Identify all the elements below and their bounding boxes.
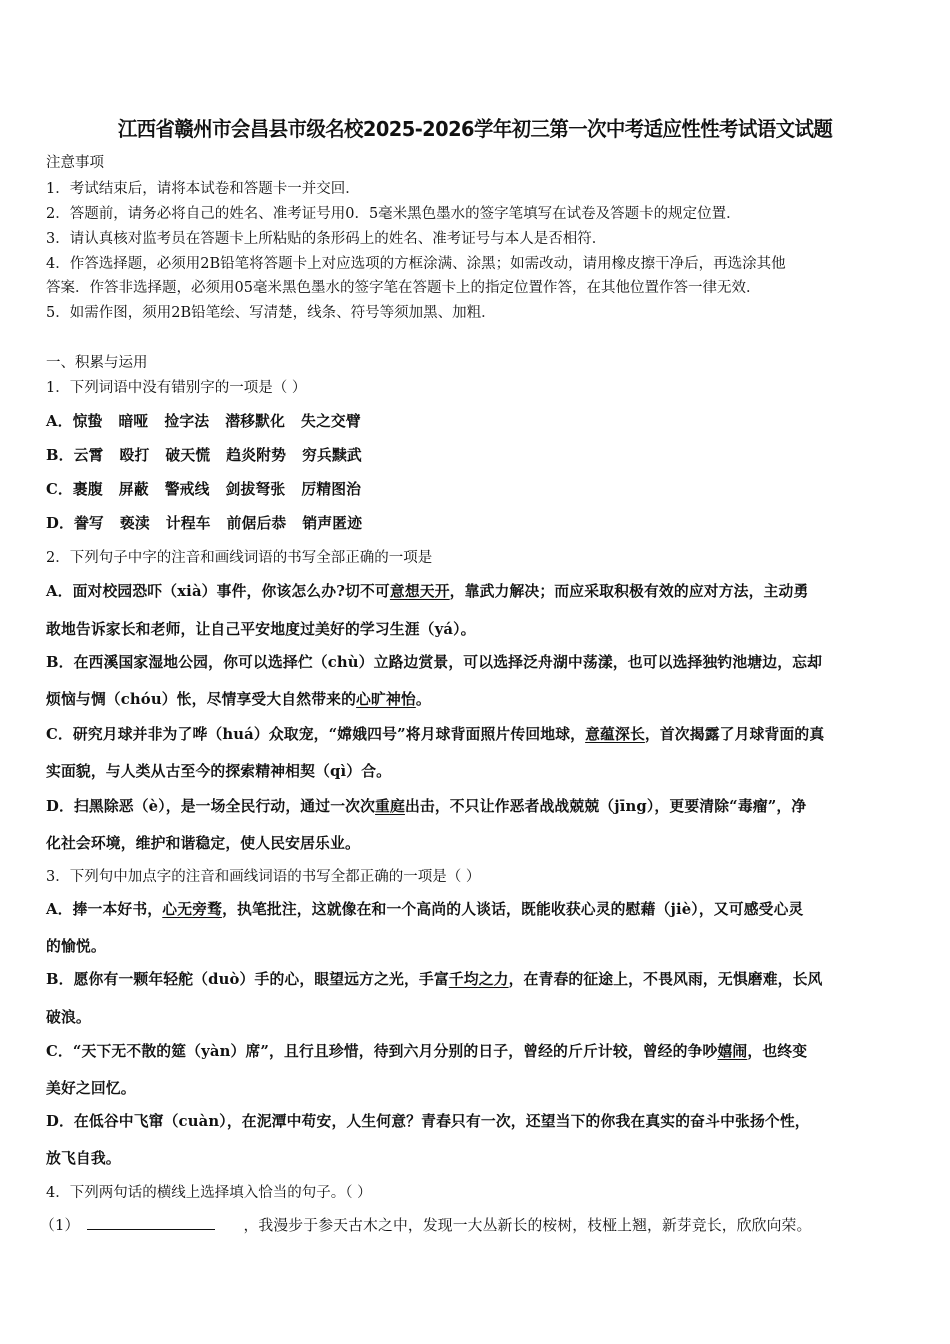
exam-title: 江西省赣州市会昌县市级名校2025-2026学年初三第一次中考适应性性考试语文试题	[117, 117, 833, 141]
option-text: 出击，不只让作恶者战战兢兢（jīng），更要清除“毒瘤”，净	[404, 798, 807, 815]
word: 捡字法	[164, 413, 210, 430]
word: 屏蔽	[118, 481, 149, 498]
notice-item-1: 1．考试结束后，请将本试卷和答题卡一并交回．	[46, 181, 360, 197]
underlined-phrase: 重庭	[375, 798, 405, 815]
underlined-phrase: 意蕴深长	[585, 726, 645, 743]
q1-option-a[interactable]	[46, 410, 377, 431]
q2-option-b-cont	[46, 688, 431, 709]
option-text: B．愿你有一颗年轻舵（duò）手的心，眼望远方之光，手富	[46, 971, 449, 988]
option-text: A．面对校园恐吓（xià）事件，你该怎么办?切不可	[46, 583, 390, 600]
underlined-phrase: 心旷神怡	[356, 691, 416, 708]
option-label: C．	[46, 481, 73, 498]
q3-option-d-cont: 放飞自我。	[46, 1150, 121, 1167]
q2-option-a[interactable]	[46, 580, 808, 601]
notice-item-2: 2．答题前，请务必将自己的姓名、准考证号用0．5毫米黑色墨水的签字笔填写在试卷及答题卡的规定位置．	[46, 206, 741, 222]
q3-option-b[interactable]	[46, 968, 823, 989]
option-label: D．	[46, 515, 74, 532]
q2-option-d-cont: 化社会环境，维护和谐稳定，使人民安居乐业。	[46, 835, 360, 852]
option-text: ，也终变	[747, 1043, 808, 1060]
option-text: C．“天下无不散的筵（yàn）席”，且行且珍惜，待到六月分别的日子，曾经的斤斤计较，曾经的争吵	[46, 1043, 718, 1060]
word: 暗哑	[118, 413, 149, 430]
q2-option-c[interactable]	[46, 723, 824, 744]
underlined-phrase: 意想天开	[389, 583, 450, 600]
answer-blank[interactable]	[87, 1216, 215, 1230]
word: 亵渎	[119, 515, 150, 532]
word: 警戒线	[164, 481, 210, 498]
q3-option-c[interactable]	[46, 1040, 807, 1061]
option-text: ，执笔批注，这就像在和一个高尚的人谈话，既能收获心灵的慰藉（jiè），又可感受心灵	[222, 901, 804, 918]
q3-option-c-cont: 美好之回忆。	[46, 1080, 136, 1097]
option-text: C．研究月球并非为了哗（huá）众取宠，“嫦娥四号”将月球背面照片传回地球，	[46, 726, 586, 743]
q1-option-c[interactable]	[46, 478, 377, 499]
q4-sentence-1	[40, 1214, 811, 1235]
q1-stem: 1．下列词语中没有错别字的一项是（ ）	[46, 380, 307, 396]
word: 云霄	[73, 447, 104, 464]
q2-option-d[interactable]	[46, 795, 806, 816]
notice-item-4: 4．作答选择题，必须用2B铅笔将答题卡上对应选项的方框涂满、涂黑；如需改动，请用橡皮擦干净后，再选涂其他	[46, 256, 786, 272]
word: 失之交臂	[301, 413, 361, 430]
word: 惊蛰	[72, 413, 103, 430]
option-text: ，靠武力解决；而应采取积极有效的应对方法，主动勇	[449, 583, 809, 600]
q4-stem: 4．下列两句话的横线上选择填入恰当的句子。（ ）	[46, 1185, 372, 1201]
word: 前倨后恭	[226, 515, 287, 532]
option-text: ，在青春的征途上，不畏风雨，无惧磨难，长风	[508, 971, 823, 988]
q3-option-d[interactable]: D．在低谷中飞窜（cuàn），在泥潭中苟安，人生何意？青春只有一次，还望当下的你我在真实的奋斗中张扬个性，	[46, 1113, 810, 1130]
section-heading: 一、积累与运用	[46, 355, 148, 371]
q3-option-a-cont: 的愉悦。	[46, 938, 106, 955]
word: 裹腹	[72, 481, 103, 498]
option-text: A．捧一本好书，	[46, 901, 163, 918]
word: 趋炎附势	[226, 447, 287, 464]
q3-stem: 3．下列句中加点字的注音和画线词语的书写全都正确的一项是（ ）	[46, 869, 481, 885]
q3-option-a[interactable]	[46, 898, 804, 919]
option-text: ，首次揭露了月球背面的真	[644, 726, 825, 743]
word: 潜移默化	[225, 413, 286, 430]
q2-option-b[interactable]: B．在西溪国家湿地公园，你可以选择伫（chù）立路边赏景，可以选择泛舟湖中荡漾，也可以选择独钓池塘边，忘却	[46, 654, 823, 671]
option-text: D．扫黑除恶（è），是一场全民行动，通过一次次	[46, 798, 376, 815]
notice-item-4-cont: 答案．作答非选择题，必须用05毫米黑色墨水的签字笔在答题卡上的指定位置作答，在其他位置作答一律无效．	[46, 280, 761, 296]
option-label: B．	[46, 447, 74, 464]
word: 殴打	[119, 447, 150, 464]
word: 销声匿迹	[302, 515, 363, 532]
option-text: 烦恼与惆（chóu）怅，尽情享受大自然带来的	[46, 691, 357, 708]
word: 穷兵黩武	[302, 447, 362, 464]
underlined-phrase: 嬉闹	[717, 1043, 748, 1060]
option-label: A．	[46, 413, 73, 430]
q2-option-c-cont: 实面貌，与人类从古至今的探索精神相契（qì）合。	[46, 763, 392, 780]
word: 剑拔弩张	[225, 481, 286, 498]
underlined-phrase: 千均之力	[448, 971, 509, 988]
sentence-label: （1）	[40, 1217, 80, 1234]
notice-item-3: 3．请认真核对监考员在答题卡上所粘贴的条形码上的姓名、准考证号与本人是否相符．	[46, 231, 607, 247]
q2-stem: 2．下列句子中字的注音和画线词语的书写全部正确的一项是	[46, 550, 433, 566]
underlined-phrase: 心无旁骛	[162, 901, 223, 918]
word: 誊写	[73, 515, 104, 532]
sentence-text: ，我漫步于参天古木之中，发现一大丛新长的桉树，枝桠上翘，新芽竞长，欣欣向荣。	[243, 1217, 812, 1234]
notice-heading: 注意事项	[46, 155, 104, 171]
q2-option-a-cont: 敢地告诉家长和老师，让自己平安地度过美好的学习生涯（yá）。	[46, 621, 476, 638]
word: 厉精图治	[301, 481, 362, 498]
notice-item-5: 5．如需作图，须用2B铅笔绘、写清楚，线条、符号等须加黑、加粗．	[46, 305, 496, 321]
q1-option-d[interactable]	[46, 512, 378, 533]
q1-option-b[interactable]	[46, 444, 378, 465]
word: 破天慌	[165, 447, 211, 464]
word: 计程车	[165, 515, 211, 532]
q3-option-b-cont: 破浪。	[46, 1009, 91, 1026]
option-text: 。	[415, 691, 431, 708]
